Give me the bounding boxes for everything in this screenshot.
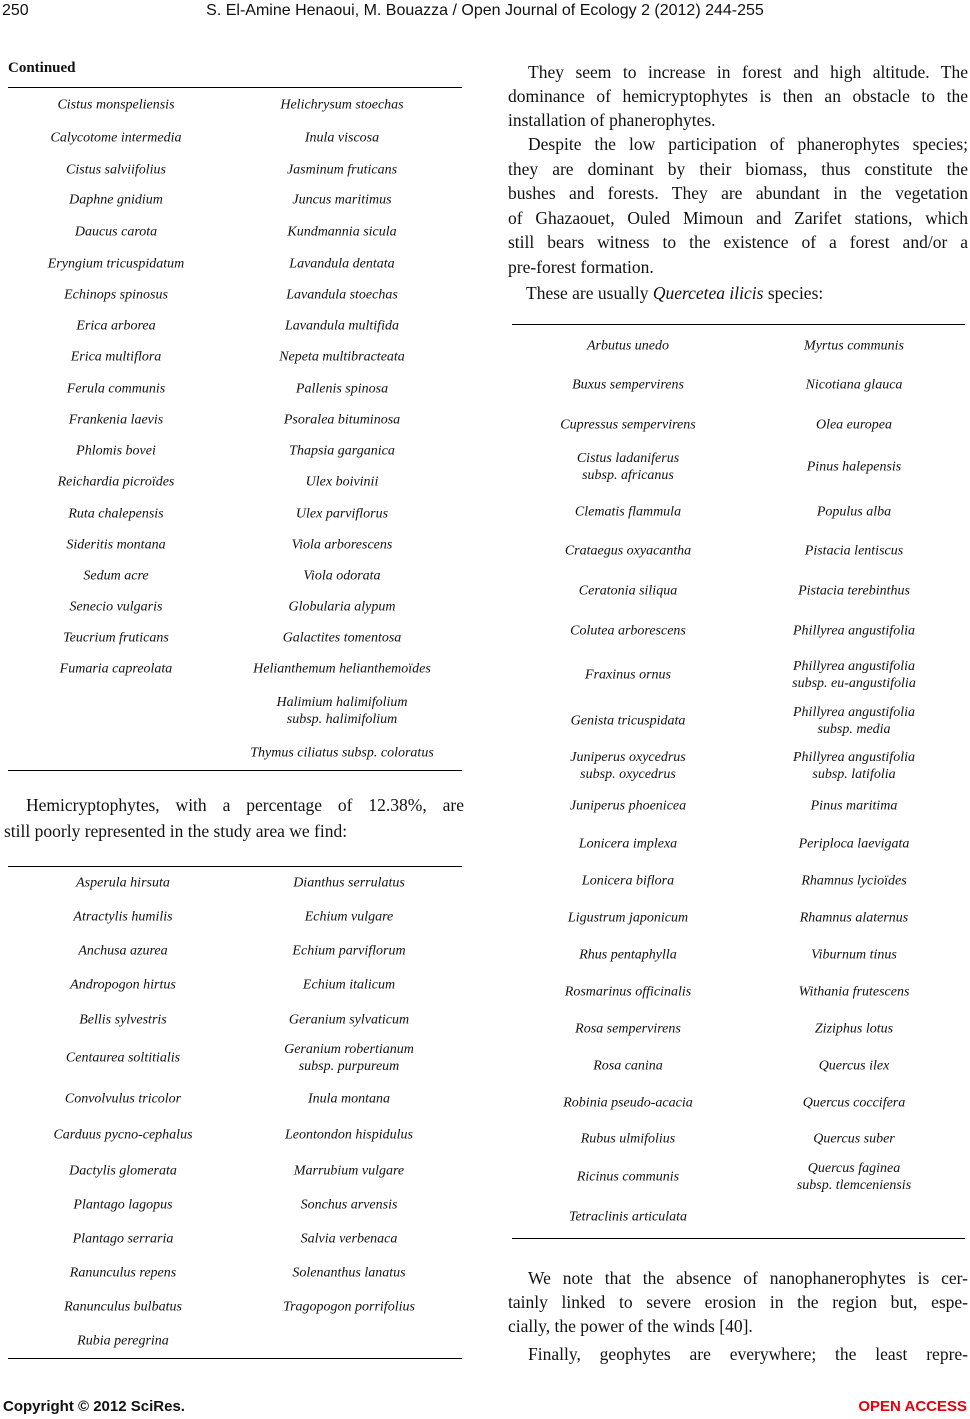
table-cell: Reichardia picroïdes [57, 474, 175, 490]
table-cell: Lavandula multifida [285, 318, 399, 334]
table-cell: Lonicera biflora [581, 873, 675, 889]
table-cell: Rubia peregrina [77, 1333, 169, 1349]
table-cell: Jasminum fruticans [286, 162, 398, 178]
paragraph-line: Hemicryptophytes, with a percentage of 12.38%, are [26, 795, 464, 815]
table-cell: Kundmannia sicula [287, 224, 397, 240]
table-cell: Pistacia terebinthus [798, 583, 910, 599]
paragraph-line: They seem to increase in forest and high altitude. The [528, 62, 968, 82]
table-cell: Arbutus unedo [586, 338, 670, 354]
table-cell: Quercus suber [813, 1131, 895, 1147]
table-cell: Rosa canina [593, 1058, 663, 1074]
table-cell: Ruta chalepensis [68, 506, 164, 522]
table-cell: Calycotome intermedia [50, 130, 182, 146]
paragraph-line: still poorly represented in the study area we find: [4, 821, 348, 841]
table-cell: Solenanthus lanatus [292, 1265, 406, 1281]
paragraph-line: We note that the absence of nanophanerophytes is cer- [528, 1268, 968, 1288]
paragraph-line: bushes and forests. They are abundant in the vegetation [508, 183, 968, 203]
table-cell: Plantago lagopus [73, 1197, 173, 1213]
table-cell: Genista tricuspidata [570, 713, 686, 729]
table-cell: Marrubium vulgare [293, 1163, 405, 1179]
running-title: S. El-Amine Henaoui, M. Bouazza / Open Journal of Ecology 2 (2012) 244-255 [206, 2, 764, 19]
open-access-label: OPEN ACCESS [858, 1398, 967, 1415]
table-cell: Psoralea bituminosa [283, 412, 401, 428]
table-cell: Sedum acre [83, 568, 149, 584]
table-cell: Rhamnus lycioïdes [801, 873, 907, 889]
table-cell: Helichrysum stoechas [280, 97, 404, 113]
table-cell: Geranium robertianum subsp. purpureum [284, 1042, 414, 1074]
table-cell: Rhus pentaphylla [579, 947, 677, 963]
table-cell: Phillyrea angustifolia [793, 623, 915, 639]
table-cell: Thapsia garganica [289, 443, 395, 459]
table-cell: Rhamnus alaternus [799, 910, 909, 926]
table-cell: Erica arborea [76, 318, 156, 334]
table-cell: Nepeta multibracteata [279, 349, 405, 365]
table-cell: Ranunculus repens [69, 1265, 177, 1281]
table-cell: Ligustrum japonicum [567, 910, 689, 926]
table-cell: Ulex parviflorus [295, 506, 389, 522]
table1-top-rule [8, 87, 462, 88]
table-cell: Fumaria capreolata [59, 661, 173, 677]
table-cell: Pistacia lentiscus [804, 543, 904, 559]
table-cell: Ziziphus lotus [814, 1021, 894, 1037]
table-cell: Leontondon hispidulus [285, 1127, 413, 1143]
table1-bottom-rule [8, 770, 462, 771]
table-cell: Juncus maritimus [292, 192, 392, 208]
table3-bottom-rule [512, 1238, 965, 1239]
table-cell: Convolvulus tricolor [64, 1091, 182, 1107]
table-cell: Tetraclinis articulata [568, 1209, 688, 1225]
table-cell: Asperula hirsuta [76, 875, 170, 891]
table-cell: Daphne gnidium [69, 192, 163, 208]
table-cell: Teucrium fruticans [63, 630, 169, 646]
table-cell: Lonicera implexa [578, 836, 678, 852]
copyright: Copyright © 2012 SciRes. [3, 1398, 185, 1415]
paragraph-line: they are dominant by their biomass, thus constitute the [508, 158, 968, 179]
table-cell: Erica multiflora [70, 349, 162, 365]
paragraph-line: pre-forest formation. [508, 256, 654, 277]
table-cell: Phillyrea angustifolia subsp. latifolia [793, 750, 915, 782]
table-cell: Pinus maritima [810, 798, 898, 814]
paragraph-line: Finally, geophytes are everywhere; the least repre- [528, 1344, 968, 1364]
table-cell: Sonchus arvensis [300, 1197, 398, 1213]
table-cell: Sideritis montana [66, 537, 166, 553]
paragraph-line: still bears witness to the existence of a forest and/or a [508, 232, 968, 252]
table-cell: Dactylis glomerata [69, 1163, 177, 1179]
table-cell: Quercus ilex [818, 1058, 890, 1074]
table1-caption: Continued [8, 60, 76, 76]
table-cell: Galactites tomentosa [282, 630, 402, 646]
table-cell: Olea europea [815, 417, 893, 433]
table-cell: Pinus halepensis [806, 459, 902, 475]
table-cell: Echinops spinosus [64, 287, 168, 303]
table-cell: Ranunculus bulbatus [64, 1299, 182, 1315]
table-cell: Geranium sylvaticum [288, 1012, 410, 1028]
paragraph-line: of Ghazaouet, Ouled Mimoun and Zarifet stations, which [508, 207, 968, 228]
table-cell: Juniperus phoenicea [569, 798, 687, 814]
table-cell: Nicotiana glauca [805, 377, 903, 393]
table-cell: Bellis sylvestris [79, 1012, 167, 1028]
table-cell: Frankenia laevis [68, 412, 164, 428]
table-cell: Echium parviflorum [292, 943, 406, 959]
table-cell: Cistus monspeliensis [57, 97, 175, 113]
table-cell: Withania frutescens [798, 984, 910, 1000]
table-cell: Rosmarinus officinalis [564, 984, 692, 1000]
table-cell: Centaurea soltitialis [65, 1050, 181, 1066]
table-cell: Lavandula dentata [289, 256, 395, 272]
table-cell: Crataegus oxyacantha [564, 543, 692, 559]
paragraph-quercetea [526, 281, 823, 305]
table-cell: Phillyrea angustifolia subsp. media [793, 705, 915, 737]
table-cell: Tragopogon porrifolius [283, 1299, 415, 1315]
table-cell: Echium italicum [302, 977, 396, 993]
table-cell: Myrtus communis [804, 338, 904, 354]
italic-taxon: Quercetea ilicis [652, 283, 764, 303]
table-cell: Ferula communis [66, 381, 166, 397]
table-cell: Quercus coccifera [802, 1095, 906, 1111]
table-cell: Ricinus communis [576, 1169, 680, 1185]
table-cell: Senecio vulgaris [69, 599, 163, 615]
page-number: 250 [2, 2, 29, 19]
table-cell: Halimium halimifolium subsp. halimifolium [276, 695, 408, 727]
paragraph-line: tainly linked to severe erosion in the region but, espe- [508, 1292, 968, 1312]
table-cell: Cistus salviifolius [66, 162, 166, 178]
table-cell: Inula viscosa [304, 130, 380, 146]
table-cell: Echium vulgare [304, 909, 394, 925]
table-cell: Viola odorata [303, 568, 381, 584]
paragraph-line: Despite the low participation of phanerophytes species; [528, 134, 968, 154]
table2-top-rule [8, 866, 462, 867]
table-cell: Ceratonia siliqua [578, 583, 678, 599]
text: species: [763, 283, 824, 303]
table-cell: Eryngium tricuspidatum [47, 256, 185, 272]
table-cell: Lavandula stoechas [286, 287, 398, 303]
table-cell: Thymus ciliatus subsp. coloratus [250, 745, 434, 761]
table-cell: Plantago serraria [72, 1231, 174, 1247]
table-cell: Viola arborescens [291, 537, 393, 553]
table3-top-rule [512, 324, 965, 325]
table-cell: Daucus carota [74, 224, 158, 240]
table-cell: Viburnum tinus [811, 947, 897, 963]
table-cell: Inula montana [307, 1091, 391, 1107]
table-cell: Carduus pycno-cephalus [53, 1127, 193, 1143]
table-cell: Phlomis bovei [76, 443, 156, 459]
table-cell: Helianthemum helianthemoïdes [253, 661, 431, 677]
table-cell: Pallenis spinosa [295, 381, 389, 397]
table-cell: Ulex boivinii [305, 474, 379, 490]
table-cell: Rosa sempervirens [575, 1021, 681, 1037]
text: These are usually [526, 283, 653, 303]
table-cell: Fraxinus ornus [585, 667, 671, 683]
paragraph-line: installation of phanerophytes. [508, 110, 716, 130]
paragraph-line: dominance of hemicryptophytes is then an obstacle to the [508, 86, 968, 106]
table-cell: Salvia verbenaca [300, 1231, 398, 1247]
table-cell: Populus alba [816, 504, 892, 520]
table-cell: Cistus ladaniferus subsp. africanus [576, 451, 680, 483]
table-cell: Robinia pseudo-acacia [563, 1095, 693, 1111]
table2-bottom-rule [8, 1358, 462, 1359]
table-cell: Juniperus oxycedrus subsp. oxycedrus [570, 750, 686, 782]
table-cell: Periploca laevigata [798, 836, 910, 852]
table-cell: Clematis flammula [574, 504, 682, 520]
table-cell: Globularia alypum [288, 599, 396, 615]
table-cell: Quercus faginea subsp. tlemceniensis [796, 1161, 912, 1193]
table-cell: Dianthus serrulatus [293, 875, 405, 891]
table-cell: Anchusa azurea [78, 943, 168, 959]
table-cell: Cupressus sempervirens [560, 417, 696, 433]
table-cell: Andropogon hirtus [70, 977, 176, 993]
table-cell: Atractylis humilis [73, 909, 173, 925]
table-cell: Colutea arborescens [570, 623, 686, 639]
paragraph-line: cially, the power of the winds [40]. [508, 1316, 753, 1336]
table-cell: Phillyrea angustifolia subsp. eu-angustifolia [792, 659, 916, 691]
table-cell: Rubus ulmifolius [580, 1131, 676, 1147]
table-cell: Buxus sempervirens [572, 377, 684, 393]
